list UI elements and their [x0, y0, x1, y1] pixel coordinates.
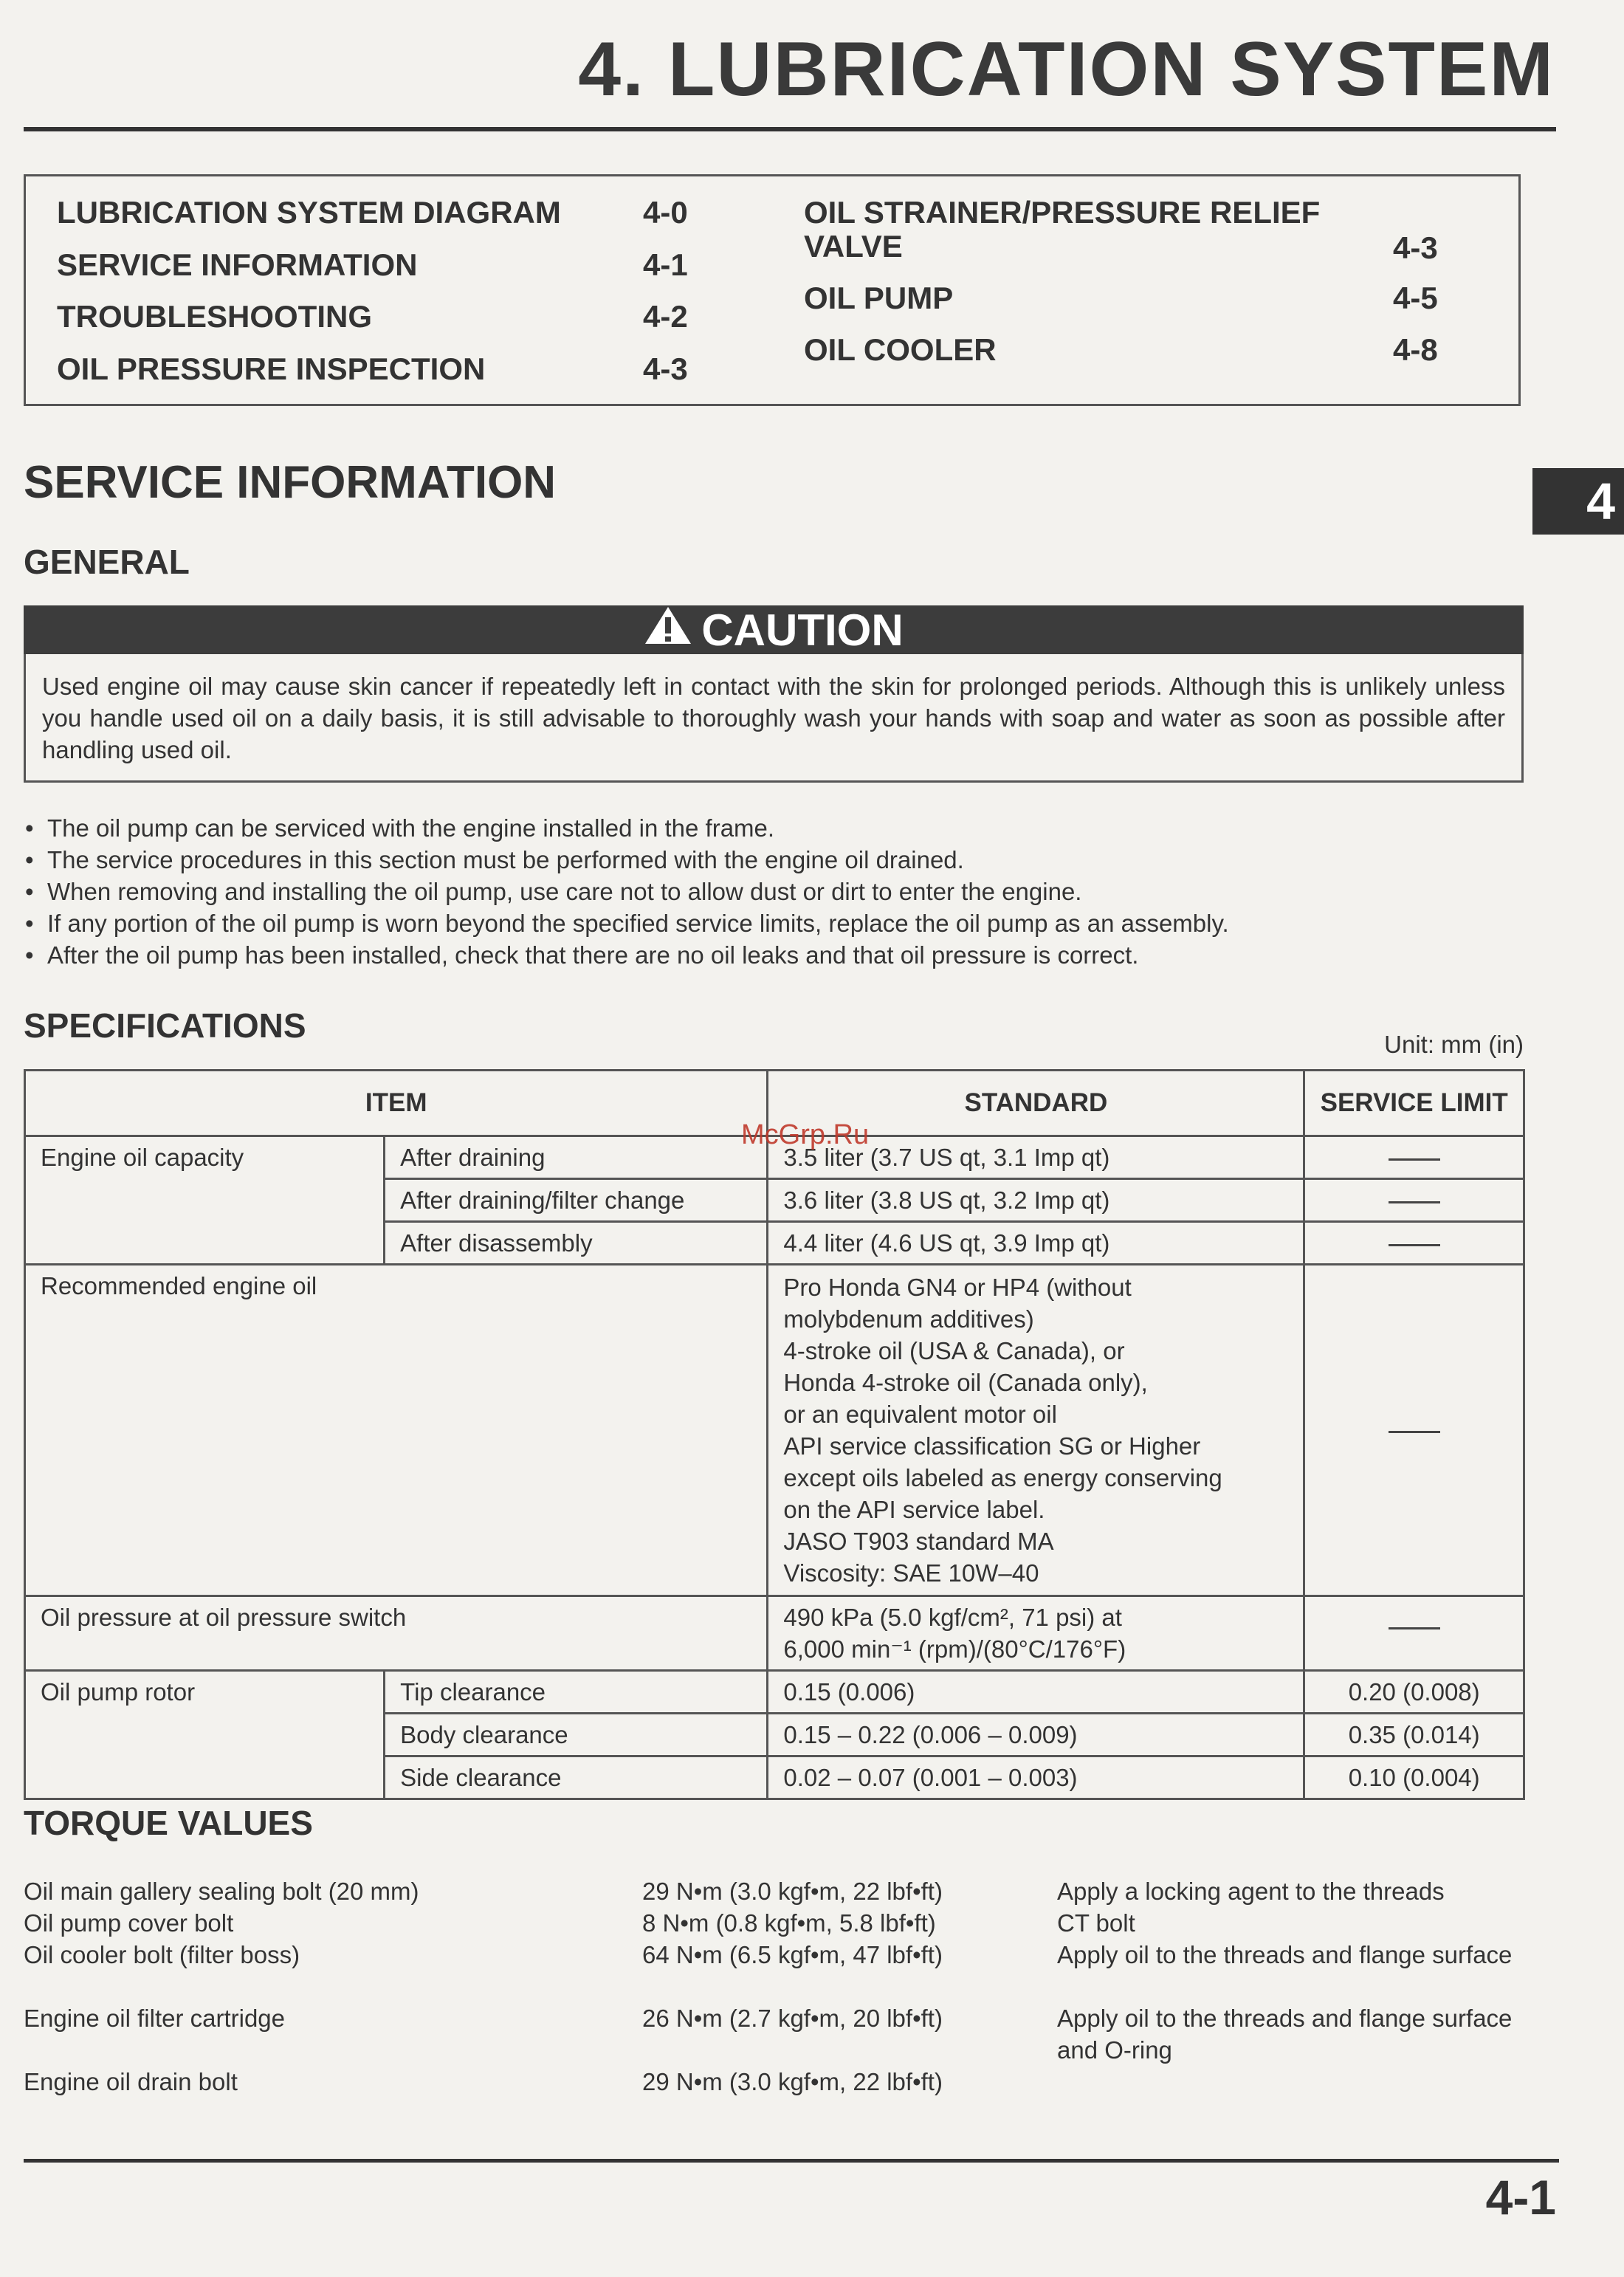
- specifications-table: [24, 1069, 1525, 1800]
- limit-none: [1304, 1136, 1524, 1179]
- toc-item: OIL STRAINER/PRESSURE RELIEF: [804, 195, 1321, 230]
- toc-item: TROUBLESHOOTING: [57, 299, 372, 334]
- section-title: SERVICE INFORMATION: [24, 457, 557, 508]
- sub-item: After draining: [385, 1136, 768, 1179]
- standard-value: 0.02 – 0.07 (0.001 – 0.003): [768, 1756, 1304, 1799]
- sub-item: Body clearance: [385, 1714, 768, 1756]
- torque-value: 8 N•m (0.8 kgf•m, 5.8 lbf•ft): [642, 1909, 936, 1937]
- unit-label: Unit: mm (in): [1384, 1031, 1524, 1058]
- toc-item: SERVICE INFORMATION: [57, 247, 418, 282]
- torque-item: Engine oil filter cartridge: [24, 2005, 286, 2032]
- toc-page: 4-8: [1393, 332, 1438, 367]
- general-bullets: [24, 812, 1530, 971]
- toc-page: 4-1: [643, 247, 688, 282]
- torque-note: Apply oil to the threads and flange surface and O-ring: [1057, 2005, 1513, 2064]
- toc-page: 4-3: [643, 351, 688, 386]
- toc-item: LUBRICATION SYSTEM DIAGRAM: [57, 195, 561, 230]
- item-label: Oil pump rotor: [25, 1671, 385, 1799]
- footer-rule: [24, 2159, 1559, 2163]
- item-label: Oil pressure at oil pressure switch: [25, 1596, 768, 1671]
- toc-page: 4-3: [1393, 230, 1438, 265]
- caution-title: CAUTION: [701, 605, 904, 655]
- item-label: Engine oil capacity: [25, 1136, 385, 1265]
- sub-item: After disassembly: [385, 1222, 768, 1265]
- sub-item: Side clearance: [385, 1756, 768, 1799]
- torque-note: Apply oil to the threads and flange surface: [1057, 1941, 1513, 1968]
- limit-none: [1304, 1222, 1524, 1265]
- torque-value: 64 N•m (6.5 kgf•m, 47 lbf•ft): [642, 1941, 943, 1968]
- torque-item: Oil main gallery sealing bolt (20 mm): [24, 1878, 419, 1905]
- standard-value: 3.6 liter (3.8 US qt, 3.2 Imp qt): [768, 1179, 1304, 1222]
- warning-triangle-icon: [644, 605, 692, 656]
- header-rule: [24, 127, 1556, 131]
- specifications-heading: SPECIFICATIONS: [24, 1006, 306, 1045]
- item-label: Recommended engine oil: [25, 1265, 768, 1596]
- table-row: [25, 1265, 1524, 1596]
- toc-page: 4-2: [643, 299, 688, 334]
- toc-box: [24, 174, 1521, 406]
- torque-value: 29 N•m (3.0 kgf•m, 22 lbf•ft): [642, 2068, 943, 2095]
- general-heading: GENERAL: [24, 543, 190, 581]
- torque-item: Oil pump cover bolt: [24, 1909, 234, 1937]
- toc-item: OIL COOLER: [804, 332, 997, 367]
- limit-value: 0.20 (0.008): [1304, 1671, 1524, 1714]
- limit-value: 0.10 (0.004): [1304, 1756, 1524, 1799]
- table-row: [25, 1596, 1524, 1671]
- header-service-limit: SERVICE LIMIT: [1304, 1071, 1524, 1136]
- torque-value: 26 N•m (2.7 kgf•m, 20 lbf•ft): [642, 2005, 943, 2032]
- chapter-title: 4. LUBRICATION SYSTEM: [578, 27, 1555, 112]
- chapter-tab: 4: [1532, 468, 1624, 535]
- list-item: • The oil pump can be serviced with the engine installed in the frame.: [25, 814, 775, 842]
- list-item: • After the oil pump has been installed, check that there are no oil leaks and that oil pressure is correct.: [25, 941, 1139, 969]
- torque-item: Oil cooler bolt (filter boss): [24, 1941, 300, 1968]
- limit-none: [1304, 1179, 1524, 1222]
- toc-item: OIL PRESSURE INSPECTION: [57, 351, 486, 386]
- toc-item: VALVE: [804, 229, 903, 264]
- list-item: • When removing and installing the oil pump, use care not to allow dust or dirt to enter the engine.: [25, 878, 1082, 905]
- watermark-text: McGrp.Ru: [741, 1119, 870, 1150]
- sub-item: Tip clearance: [385, 1671, 768, 1714]
- page-number: 4-1: [1485, 2170, 1556, 2225]
- limit-value: 0.35 (0.014): [1304, 1714, 1524, 1756]
- list-item: • If any portion of the oil pump is worn beyond the specified service limits, replace the oil pump as an assembly.: [25, 910, 1229, 937]
- standard-value: 4.4 liter (4.6 US qt, 3.9 Imp qt): [768, 1222, 1304, 1265]
- table-row: [25, 1671, 1524, 1714]
- standard-value: 3.5 liter (3.7 US qt, 3.1 Imp qt): [768, 1136, 1304, 1179]
- list-item: • The service procedures in this section must be performed with the engine oil drained.: [25, 846, 964, 873]
- torque-item: Engine oil drain bolt: [24, 2068, 238, 2095]
- limit-none: [1304, 1596, 1524, 1671]
- standard-value: 0.15 – 0.22 (0.006 – 0.009): [768, 1714, 1304, 1756]
- sub-item: After draining/filter change: [385, 1179, 768, 1222]
- caution-banner: [24, 605, 1524, 654]
- standard-value: 0.15 (0.006): [768, 1671, 1304, 1714]
- header-item: ITEM: [25, 1071, 768, 1136]
- toc-page: 4-0: [643, 195, 688, 230]
- header-standard: STANDARD: [768, 1071, 1304, 1136]
- torque-value: 29 N•m (3.0 kgf•m, 22 lbf•ft): [642, 1878, 943, 1905]
- torque-note: Apply a locking agent to the threads: [1057, 1878, 1445, 1905]
- toc-item: OIL PUMP: [804, 281, 954, 315]
- standard-value: 490 kPa (5.0 kgf/cm², 71 psi) at 6,000 min⁻¹ (rpm)/(80°C/176°F): [768, 1596, 1304, 1671]
- torque-note: CT bolt: [1057, 1909, 1135, 1937]
- caution-text: Used engine oil may cause skin cancer if repeatedly left in contact with the skin for prolonged periods. Although this is unlikely unless you handle used oil on a daily basis, it is still advisable to thoroughly wash your hands with soap and water as soon as possible after handling used oil.: [24, 654, 1524, 783]
- standard-value: Pro Honda GN4 or HP4 (without molybdenum additives) 4-stroke oil (USA & Canada), or Honda 4-stroke oil (Canada only), or an equivalent motor oil API service classification SG or Higher except oils labeled as energy conserving on the API service label. JASO T903 standard MA Viscosity: SAE 10W–40: [768, 1265, 1304, 1596]
- limit-none: [1304, 1265, 1524, 1596]
- toc-page: 4-5: [1393, 281, 1438, 315]
- torque-heading: TORQUE VALUES: [24, 1804, 313, 1842]
